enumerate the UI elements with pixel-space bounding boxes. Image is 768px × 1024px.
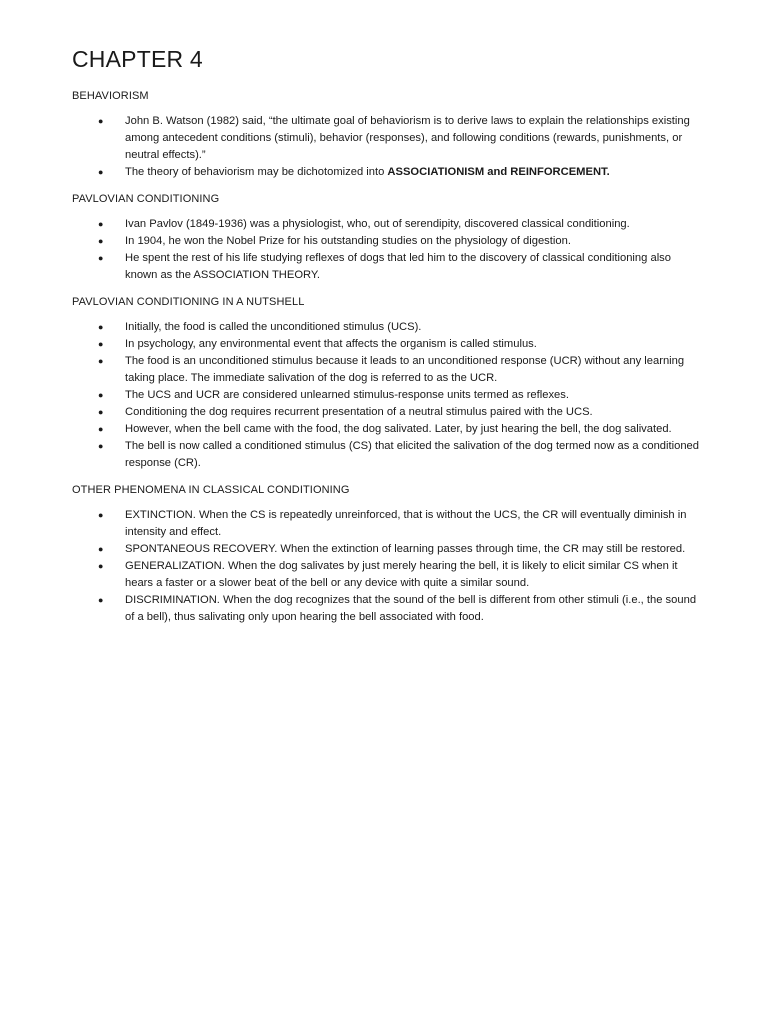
list-item — [72, 113, 702, 164]
list-item — [72, 319, 702, 336]
section-pavlovian-nutshell — [72, 295, 702, 472]
list-item — [72, 421, 702, 438]
list-item — [72, 541, 702, 558]
list-item — [72, 558, 702, 592]
list-item — [72, 592, 702, 626]
bullet-icon: ● — [98, 595, 104, 605]
list-item — [72, 507, 702, 541]
document-body — [72, 89, 702, 637]
list-item — [72, 336, 702, 353]
list-item-text: SPONTANEOUS RECOVERY. When the extinction of learning passes through time, the CR may still be restored. — [125, 543, 686, 555]
bullet-list — [72, 507, 702, 626]
bullet-icon: ● — [98, 236, 104, 246]
list-item-text: In psychology, any environmental event that affects the organism is called stimulus. — [125, 338, 537, 350]
list-item — [72, 438, 702, 472]
bullet-list — [72, 216, 702, 284]
list-item-text: GENERALIZATION. When the dog salivates by just merely hearing the bell, it is likely to elicit similar CS when it hears a faster or a slower beat of the bell or any device with quite a similar sound. — [125, 560, 678, 589]
bullet-icon: ● — [98, 339, 104, 349]
bullet-icon: ● — [98, 116, 104, 126]
list-item-text: In 1904, he won the Nobel Prize for his outstanding studies on the physiology of digestion. — [125, 235, 571, 247]
list-item-text: John B. Watson (1982) said, “the ultimate goal of behaviorism is to derive laws to explain the relationships existing among antecedent conditions (stimuli), behavior (responses), and following conditions (rewards, punishments, or neutral effects).” — [125, 115, 690, 161]
list-item-text: However, when the bell came with the food, the dog salivated. Later, by just hearing the bell, the dog salivated. — [125, 423, 672, 435]
list-item — [72, 233, 702, 250]
list-item — [72, 164, 702, 181]
bullet-icon: ● — [98, 544, 104, 554]
list-item-text: Conditioning the dog requires recurrent presentation of a neutral stimulus paired with the UCS. — [125, 406, 593, 418]
list-item-text: Initially, the food is called the unconditioned stimulus (UCS). — [125, 321, 422, 333]
list-item — [72, 353, 702, 387]
bullet-icon: ● — [98, 253, 104, 263]
section-heading: BEHAVIORISM — [72, 90, 149, 102]
section-heading: PAVLOVIAN CONDITIONING — [72, 193, 220, 205]
bullet-icon: ● — [98, 219, 104, 229]
list-item-text: EXTINCTION. When the CS is repeatedly unreinforced, that is without the UCS, the CR will eventually diminish in intensity and effect. — [125, 509, 687, 538]
list-item — [72, 387, 702, 404]
chapter-title: CHAPTER 4 — [72, 46, 203, 72]
list-item-text: The theory of behaviorism may be dichotomized into — [125, 166, 388, 178]
list-item-text: DISCRIMINATION. When the dog recognizes that the sound of the bell is different from other stimuli (i.e., the sound of a bell), thus salivating only upon hearing the bell associated with food. — [125, 594, 697, 623]
bullet-icon: ● — [98, 356, 104, 366]
section-behaviorism — [72, 89, 702, 181]
bullet-list — [72, 319, 702, 472]
list-item — [72, 404, 702, 421]
bullet-icon: ● — [98, 390, 104, 400]
bullet-icon: ● — [98, 322, 104, 332]
bullet-list — [72, 113, 702, 181]
section-heading: OTHER PHENOMENA IN CLASSICAL CONDITIONING — [72, 484, 350, 496]
list-item-text: Ivan Pavlov (1849-1936) was a physiologist, who, out of serendipity, discovered classical conditioning. — [125, 218, 630, 230]
section-heading: PAVLOVIAN CONDITIONING IN A NUTSHELL — [72, 296, 305, 308]
bullet-icon: ● — [98, 510, 104, 520]
bullet-icon: ● — [98, 441, 104, 451]
list-item — [72, 216, 702, 233]
bullet-icon: ● — [98, 424, 104, 434]
bullet-icon: ● — [98, 407, 104, 417]
bullet-icon: ● — [98, 561, 104, 571]
list-item-text: The UCS and UCR are considered unlearned stimulus-response units termed as reflexes. — [125, 389, 569, 401]
list-item-bold-text: ASSOCIATIONISM and REINFORCEMENT. — [387, 166, 610, 178]
section-other-phenomena — [72, 483, 702, 626]
list-item-text: He spent the rest of his life studying reflexes of dogs that led him to the discovery of classical conditioning also known as the ASSOCIATION THEORY. — [125, 252, 671, 281]
list-item-text: The food is an unconditioned stimulus because it leads to an unconditioned response (UCR) without any learning taking place. The immediate salivation of the dog is referred to as the UCR. — [125, 355, 685, 384]
list-item-text: The bell is now called a conditioned stimulus (CS) that elicited the salivation of the dog termed now as a conditioned response (CR). — [125, 440, 699, 469]
bullet-icon: ● — [98, 167, 104, 177]
section-pavlovian-conditioning — [72, 192, 702, 284]
list-item — [72, 250, 702, 284]
